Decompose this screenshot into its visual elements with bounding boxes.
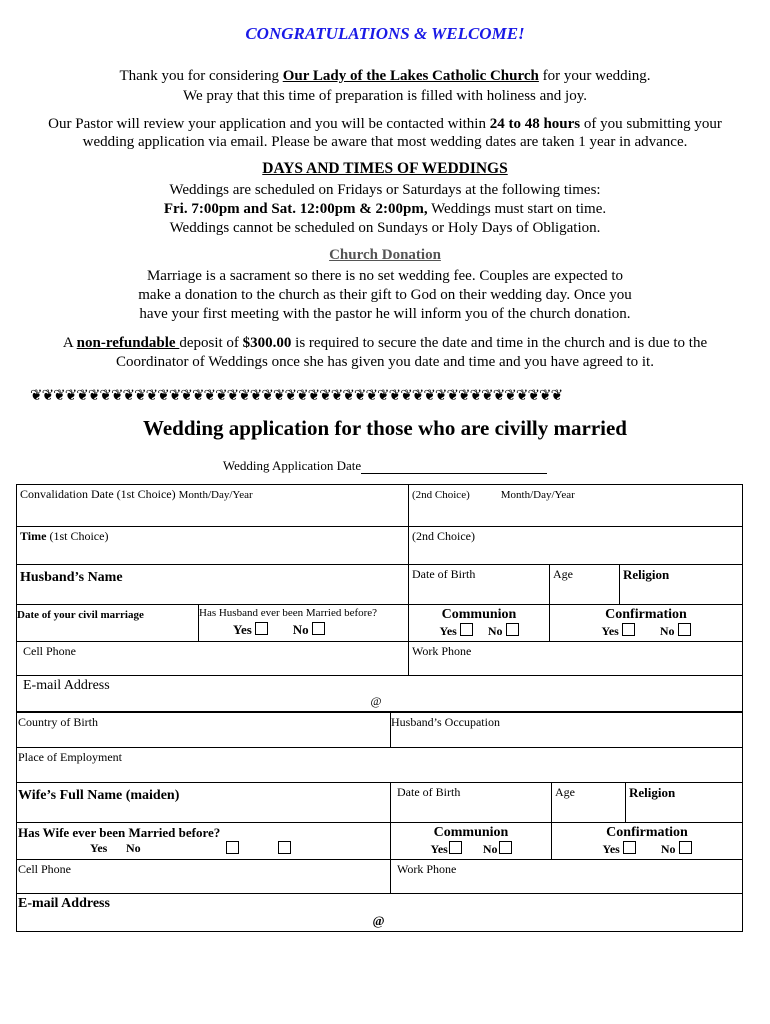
husband-communion-cell xyxy=(409,605,550,642)
review-post: of you submitting your xyxy=(580,116,722,132)
husband-age-field[interactable] xyxy=(550,565,620,605)
days-times-bold: Fri. 7:00pm and Sat. 12:00pm & 2:00pm, xyxy=(163,201,428,217)
husband-dob-label: Date of Birth xyxy=(412,567,476,581)
civil-marriage-label: Date of your civil marriage xyxy=(17,609,144,621)
wife-confirmation-cell xyxy=(552,823,743,860)
church-name: Our Lady of the Lakes Catholic Church xyxy=(282,68,539,84)
wife-section xyxy=(16,712,743,932)
husband-married-yes-label: Yes xyxy=(233,622,252,637)
application-date-field[interactable] xyxy=(361,460,547,474)
husband-section xyxy=(16,484,743,712)
wife-married-before-cell xyxy=(17,823,391,860)
wife-work-phone-label: Work Phone xyxy=(397,862,457,876)
days-times-line xyxy=(0,199,770,219)
husband-confirmation-no-checkbox[interactable] xyxy=(678,623,691,636)
husband-communion-label: Communion xyxy=(441,607,517,622)
wife-communion-no-checkbox[interactable] xyxy=(499,841,512,854)
wife-married-before-label: Has Wife ever been Married before? xyxy=(18,825,221,840)
husband-name-field[interactable] xyxy=(17,565,409,605)
husband-confirmation-no-label: No xyxy=(659,624,675,638)
donation-line-3: have your first meeting with the pastor he will inform you of the church donation. xyxy=(139,306,631,322)
husband-confirmation-yes-label: Yes xyxy=(601,624,619,638)
husband-communion-no-checkbox[interactable] xyxy=(506,623,519,636)
month-day-year-hint-2: Month/Day/Year xyxy=(500,489,575,501)
deposit-nonrefundable: non-refundable xyxy=(76,335,180,351)
time-2-field[interactable] xyxy=(409,527,743,565)
deposit-line-2: Coordinator of Weddings once she has given you date and time and you have agreed to it. xyxy=(116,354,654,370)
husband-religion-label: Religion xyxy=(623,567,670,582)
wife-dob-field[interactable] xyxy=(391,783,552,823)
application-date-label: Wedding Application Date xyxy=(222,458,362,473)
days-times-rest: Weddings must start on time. xyxy=(427,201,607,217)
husband-email-label: E-mail Address xyxy=(23,678,110,693)
review-line-2: wedding application via email. Please be aware that most wedding dates are taken 1 year in advance. xyxy=(82,134,688,150)
thanks-line xyxy=(0,66,770,86)
husband-work-phone-field[interactable] xyxy=(409,642,743,676)
wife-confirmation-no-checkbox[interactable] xyxy=(679,841,692,854)
civil-marriage-date-field[interactable] xyxy=(17,605,199,642)
husband-age-label: Age xyxy=(553,567,573,581)
convalidation-date-1-field[interactable] xyxy=(17,485,409,527)
wife-married-no-checkbox[interactable] xyxy=(278,841,291,854)
wife-communion-cell xyxy=(391,823,552,860)
husband-cell-phone-field[interactable] xyxy=(17,642,409,676)
husband-married-before-cell xyxy=(199,605,409,642)
wife-confirmation-no-label: No xyxy=(660,842,676,856)
country-of-birth-label: Country of Birth xyxy=(18,715,98,729)
wife-cell-phone-label: Cell Phone xyxy=(18,862,71,876)
donation-line-1: Marriage is a sacrament so there is no set wedding fee. Couples are expected to xyxy=(146,268,624,284)
convalidation-date-2-field[interactable] xyxy=(409,485,743,527)
pray-line: We pray that this time of preparation is filled with holiness and joy. xyxy=(183,88,587,104)
wife-cell-phone-field[interactable] xyxy=(17,860,391,894)
husband-confirmation-cell xyxy=(550,605,743,642)
wife-email-field[interactable] xyxy=(17,894,743,932)
donation-heading: Church Donation xyxy=(329,247,441,263)
ornament-divider: ❦❦❦❦❦❦❦❦❦❦❦❦❦❦❦❦❦❦❦❦❦❦❦❦❦❦❦❦❦❦❦❦❦❦❦❦❦❦❦❦❦❦❦❦❦❦ xyxy=(30,388,563,404)
husband-occupation-label: Husband’s Occupation xyxy=(391,715,500,729)
wife-age-field[interactable] xyxy=(552,783,626,823)
husband-email-at: @ xyxy=(370,694,382,708)
wife-dob-label: Date of Birth xyxy=(397,785,461,799)
husband-confirmation-label: Confirmation xyxy=(605,607,687,622)
wife-communion-yes-label: Yes xyxy=(430,842,448,856)
time-second-choice-label: (2nd Choice) xyxy=(412,529,475,543)
wife-name-field[interactable] xyxy=(17,783,391,823)
husband-occupation-field[interactable] xyxy=(391,713,743,748)
husband-married-no-checkbox[interactable] xyxy=(312,622,325,635)
husband-married-yes-checkbox[interactable] xyxy=(255,622,268,635)
wife-married-yes-label: Yes xyxy=(90,841,108,855)
form-title: Wedding application for those who are civilly married xyxy=(143,416,627,440)
thanks-post: for your wedding. xyxy=(538,68,651,84)
wife-communion-no-label: No xyxy=(482,842,498,856)
deposit-amount: $300.00 xyxy=(242,335,292,351)
husband-work-phone-label: Work Phone xyxy=(412,644,472,658)
husband-confirmation-yes-checkbox[interactable] xyxy=(622,623,635,636)
husband-cell-phone-label: Cell Phone xyxy=(23,644,76,658)
wife-work-phone-field[interactable] xyxy=(391,860,743,894)
wife-name-label: Wife’s Full Name (maiden) xyxy=(18,788,180,803)
husband-communion-yes-checkbox[interactable] xyxy=(460,623,473,636)
thanks-pre: Thank you for considering xyxy=(119,68,283,84)
convalidation-date-1-label: Convalidation Date (1st Choice) xyxy=(20,487,176,501)
wife-confirmation-label: Confirmation xyxy=(606,825,688,840)
second-choice-label: (2nd Choice) xyxy=(412,489,470,501)
husband-married-before-label: Has Husband ever been Married before? xyxy=(199,607,378,619)
wife-age-label: Age xyxy=(555,785,575,799)
review-pre: Our Pastor will review your application and you will be contacted within xyxy=(48,116,490,132)
place-of-employment-label: Place of Employment xyxy=(18,750,122,764)
deposit-line-1 xyxy=(0,333,770,353)
review-line-1 xyxy=(0,114,770,134)
place-of-employment-field[interactable] xyxy=(17,748,743,783)
days-line-1: Weddings are scheduled on Fridays or Saturdays at the following times: xyxy=(169,182,601,198)
wife-email-label: E-mail Address xyxy=(18,896,110,911)
review-hours: 24 to 48 hours xyxy=(489,116,581,132)
month-day-year-hint: Month/Day/Year xyxy=(178,489,253,501)
days-heading: DAYS AND TIMES OF WEDDINGS xyxy=(262,160,508,177)
days-line-3: Weddings cannot be scheduled on Sundays or Holy Days of Obligation. xyxy=(169,220,601,236)
wife-religion-field[interactable] xyxy=(626,783,743,823)
first-choice-label: (1st Choice) xyxy=(49,529,109,543)
wife-confirmation-yes-checkbox[interactable] xyxy=(623,841,636,854)
deposit-a: A xyxy=(62,335,77,351)
application-date-row xyxy=(0,458,770,474)
husband-name-label: Husband’s Name xyxy=(20,570,123,585)
wife-religion-label: Religion xyxy=(629,785,676,800)
wife-married-no-label: No xyxy=(126,841,141,855)
deposit-post: is required to secure the date and time in the church and is due to the xyxy=(291,335,708,351)
country-of-birth-field[interactable] xyxy=(17,713,391,748)
wife-communion-label: Communion xyxy=(433,825,509,840)
deposit-mid: deposit of xyxy=(179,335,243,351)
husband-communion-yes-label: Yes xyxy=(439,624,457,638)
husband-dob-field[interactable] xyxy=(409,565,550,605)
husband-communion-no-label: No xyxy=(487,624,503,638)
time-1-field[interactable] xyxy=(17,527,409,565)
husband-email-field[interactable] xyxy=(17,676,743,712)
husband-married-no-label: No xyxy=(292,622,309,637)
time-label: Time xyxy=(20,529,47,543)
congrats-heading: CONGRATULATIONS & WELCOME! xyxy=(245,24,525,43)
donation-line-2: make a donation to the church as their gift to God on their wedding day. Once you xyxy=(138,287,632,303)
husband-religion-field[interactable] xyxy=(620,565,743,605)
wife-married-yes-checkbox[interactable] xyxy=(226,841,239,854)
wife-communion-yes-checkbox[interactable] xyxy=(449,841,462,854)
wife-confirmation-yes-label: Yes xyxy=(602,842,620,856)
wife-email-at: @ xyxy=(372,913,385,928)
